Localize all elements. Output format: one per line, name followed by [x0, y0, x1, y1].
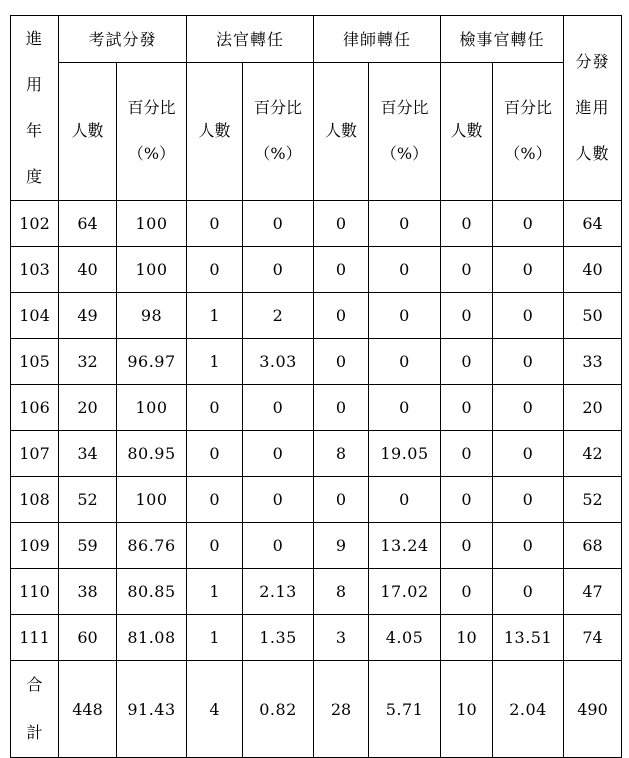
year-cell: 108: [11, 477, 59, 523]
exam-percent-cell: 100: [117, 477, 187, 523]
lawyer-percent-cell: 17.02: [369, 569, 441, 615]
exam-percent-cell: 81.08: [117, 615, 187, 661]
percent-header-unit: （%）: [254, 144, 302, 164]
exam-percent-cell: 98: [117, 293, 187, 339]
percent-header-unit: （%）: [504, 144, 552, 164]
judge-count-cell: 1: [187, 615, 243, 661]
total-header-cell: [564, 16, 622, 201]
judge-percent-cell: 0: [243, 247, 314, 293]
exam-percent-cell: 96.97: [117, 339, 187, 385]
year-header-cell: [11, 16, 59, 201]
exam-percent-cell: 86.76: [117, 523, 187, 569]
year-header-char: 用: [25, 75, 43, 94]
year-header-char: 年: [25, 121, 43, 140]
year-cell: 107: [11, 431, 59, 477]
total-cell: 40: [564, 247, 622, 293]
lawyer-count-cell: 0: [314, 477, 369, 523]
table-row: [11, 293, 622, 339]
total-cell: 52: [564, 477, 622, 523]
table-row: [11, 339, 622, 385]
group-header-judge: 法官轉任: [187, 16, 314, 63]
year-header-char: 進: [25, 29, 43, 48]
exam-count-cell: 59: [59, 523, 117, 569]
prosecutor-officer-percent-cell: 0: [493, 569, 564, 615]
prosecutor-officer-count-cell: 0: [441, 431, 493, 477]
header-row-subcolumns: [11, 62, 622, 200]
judge-count-cell: 0: [187, 201, 243, 247]
total-cell: 20: [564, 385, 622, 431]
grand-total-cell: 490: [564, 661, 622, 758]
prosecutor-officer-count-cell: 0: [441, 477, 493, 523]
year-cell: 109: [11, 523, 59, 569]
prosecutor-officer-percent-cell: 0: [493, 293, 564, 339]
exam-count-cell: 38: [59, 569, 117, 615]
judge-percent-cell: 3.03: [243, 339, 314, 385]
judge-percent-cell: 0: [243, 201, 314, 247]
lawyer-count-cell: 8: [314, 431, 369, 477]
exam-percent-cell: 100: [117, 385, 187, 431]
prosecutor-officer-count-cell: 0: [441, 201, 493, 247]
exam-percent-cell: 100: [117, 201, 187, 247]
appointment-statistics-table: [10, 15, 622, 758]
year-cell: 102: [11, 201, 59, 247]
year-cell: 110: [11, 569, 59, 615]
prosecutor-officer-count-cell: 10: [441, 615, 493, 661]
total-cell: 50: [564, 293, 622, 339]
group-header-lawyer: 律師轉任: [314, 16, 441, 63]
exam-count-total: 448: [59, 661, 117, 758]
prosecutor-officer-count-cell: 0: [441, 569, 493, 615]
table-row: [11, 477, 622, 523]
judge-count-cell: 0: [187, 247, 243, 293]
count-header: 人數: [59, 62, 117, 200]
lawyer-count-cell: 0: [314, 293, 369, 339]
table-row: [11, 201, 622, 247]
total-cell: 47: [564, 569, 622, 615]
lawyer-count-cell: 9: [314, 523, 369, 569]
total-cell: 64: [564, 201, 622, 247]
percent-header-label: 百分比: [503, 98, 552, 118]
percent-header-label: 百分比: [380, 98, 429, 118]
total-cell: 74: [564, 615, 622, 661]
total-header-line: 分發: [575, 52, 610, 71]
count-header: 人數: [187, 62, 243, 200]
percent-header: [493, 62, 564, 200]
year-cell: 111: [11, 615, 59, 661]
table-wrapper: [10, 15, 622, 758]
totals-label-char: 計: [26, 723, 43, 742]
lawyer-percent-cell: 0: [369, 477, 441, 523]
totals-row: [11, 661, 622, 758]
count-header: 人數: [441, 62, 493, 200]
year-cell: 103: [11, 247, 59, 293]
lawyer-count-cell: 0: [314, 247, 369, 293]
lawyer-percent-cell: 0: [369, 385, 441, 431]
prosecutor-officer-count-cell: 0: [441, 339, 493, 385]
total-header-line: 人數: [575, 144, 610, 163]
lawyer-count-cell: 0: [314, 201, 369, 247]
judge-count-cell: 1: [187, 293, 243, 339]
judge-count-cell: 0: [187, 523, 243, 569]
lawyer-percent-cell: 4.05: [369, 615, 441, 661]
judge-percent-cell: 0: [243, 385, 314, 431]
exam-count-cell: 20: [59, 385, 117, 431]
exam-count-cell: 40: [59, 247, 117, 293]
year-cell: 105: [11, 339, 59, 385]
prosecutor-officer-count-cell: 0: [441, 293, 493, 339]
percent-header-unit: （%）: [380, 144, 429, 164]
prosecutor-officer-percent-cell: 0: [493, 201, 564, 247]
exam-count-cell: 60: [59, 615, 117, 661]
prosecutor-officer-percent-cell: 0: [493, 385, 564, 431]
prosecutor-officer-count-cell: 0: [441, 385, 493, 431]
judge-count-cell: 1: [187, 569, 243, 615]
exam-percent-total: 91.43: [117, 661, 187, 758]
prosecutor-officer-percent-cell: 0: [493, 431, 564, 477]
prosecutor-officer-percent-cell: 13.51: [493, 615, 564, 661]
judge-count-cell: 0: [187, 385, 243, 431]
prosecutor-officer-percent-cell: 0: [493, 477, 564, 523]
lawyer-percent-cell: 0: [369, 201, 441, 247]
judge-percent-cell: 1.35: [243, 615, 314, 661]
percent-header-label: 百分比: [253, 98, 302, 118]
group-header-exam: 考試分發: [59, 16, 187, 63]
prosecutor-officer-percent-cell: 0: [493, 247, 564, 293]
table-row: [11, 431, 622, 477]
totals-label-cell: [11, 661, 59, 758]
lawyer-count-cell: 0: [314, 339, 369, 385]
exam-percent-cell: 80.85: [117, 569, 187, 615]
prosecutor-officer-percent-cell: 0: [493, 523, 564, 569]
judge-percent-total: 0.82: [243, 661, 314, 758]
lawyer-percent-cell: 19.05: [369, 431, 441, 477]
percent-header-unit: （%）: [127, 144, 176, 164]
total-cell: 42: [564, 431, 622, 477]
judge-percent-cell: 2: [243, 293, 314, 339]
totals-label-char: 合: [26, 675, 43, 694]
lawyer-count-cell: 0: [314, 385, 369, 431]
judge-count-cell: 1: [187, 339, 243, 385]
percent-header: [369, 62, 441, 200]
table-row: [11, 615, 622, 661]
prosecutor-officer-count-cell: 0: [441, 247, 493, 293]
exam-percent-cell: 80.95: [117, 431, 187, 477]
prosecutor-officer-percent-total: 2.04: [493, 661, 564, 758]
year-header-char: 度: [25, 167, 43, 186]
judge-percent-cell: 2.13: [243, 569, 314, 615]
percent-header-label: 百分比: [127, 98, 176, 118]
exam-count-cell: 49: [59, 293, 117, 339]
judge-count-cell: 0: [187, 477, 243, 523]
total-cell: 68: [564, 523, 622, 569]
total-header-line: 進用: [575, 98, 610, 117]
lawyer-percent-cell: 0: [369, 247, 441, 293]
total-cell: 33: [564, 339, 622, 385]
lawyer-percent-total: 5.71: [369, 661, 441, 758]
exam-count-cell: 32: [59, 339, 117, 385]
percent-header: [117, 62, 187, 200]
prosecutor-officer-count-cell: 0: [441, 523, 493, 569]
judge-count-cell: 0: [187, 431, 243, 477]
count-header: 人數: [314, 62, 369, 200]
group-header-prosecutor-officer: 檢事官轉任: [441, 16, 564, 63]
lawyer-count-cell: 3: [314, 615, 369, 661]
judge-count-total: 4: [187, 661, 243, 758]
exam-count-cell: 52: [59, 477, 117, 523]
lawyer-count-cell: 8: [314, 569, 369, 615]
lawyer-percent-cell: 13.24: [369, 523, 441, 569]
lawyer-count-total: 28: [314, 661, 369, 758]
prosecutor-officer-count-total: 10: [441, 661, 493, 758]
judge-percent-cell: 0: [243, 431, 314, 477]
prosecutor-officer-percent-cell: 0: [493, 339, 564, 385]
header-row-groups: [11, 16, 622, 63]
table-row: [11, 569, 622, 615]
exam-count-cell: 64: [59, 201, 117, 247]
table-row: [11, 385, 622, 431]
lawyer-percent-cell: 0: [369, 293, 441, 339]
table-row: [11, 247, 622, 293]
exam-percent-cell: 100: [117, 247, 187, 293]
table-row: [11, 523, 622, 569]
judge-percent-cell: 0: [243, 477, 314, 523]
year-cell: 106: [11, 385, 59, 431]
year-cell: 104: [11, 293, 59, 339]
percent-header: [243, 62, 314, 200]
exam-count-cell: 34: [59, 431, 117, 477]
lawyer-percent-cell: 0: [369, 339, 441, 385]
judge-percent-cell: 0: [243, 523, 314, 569]
